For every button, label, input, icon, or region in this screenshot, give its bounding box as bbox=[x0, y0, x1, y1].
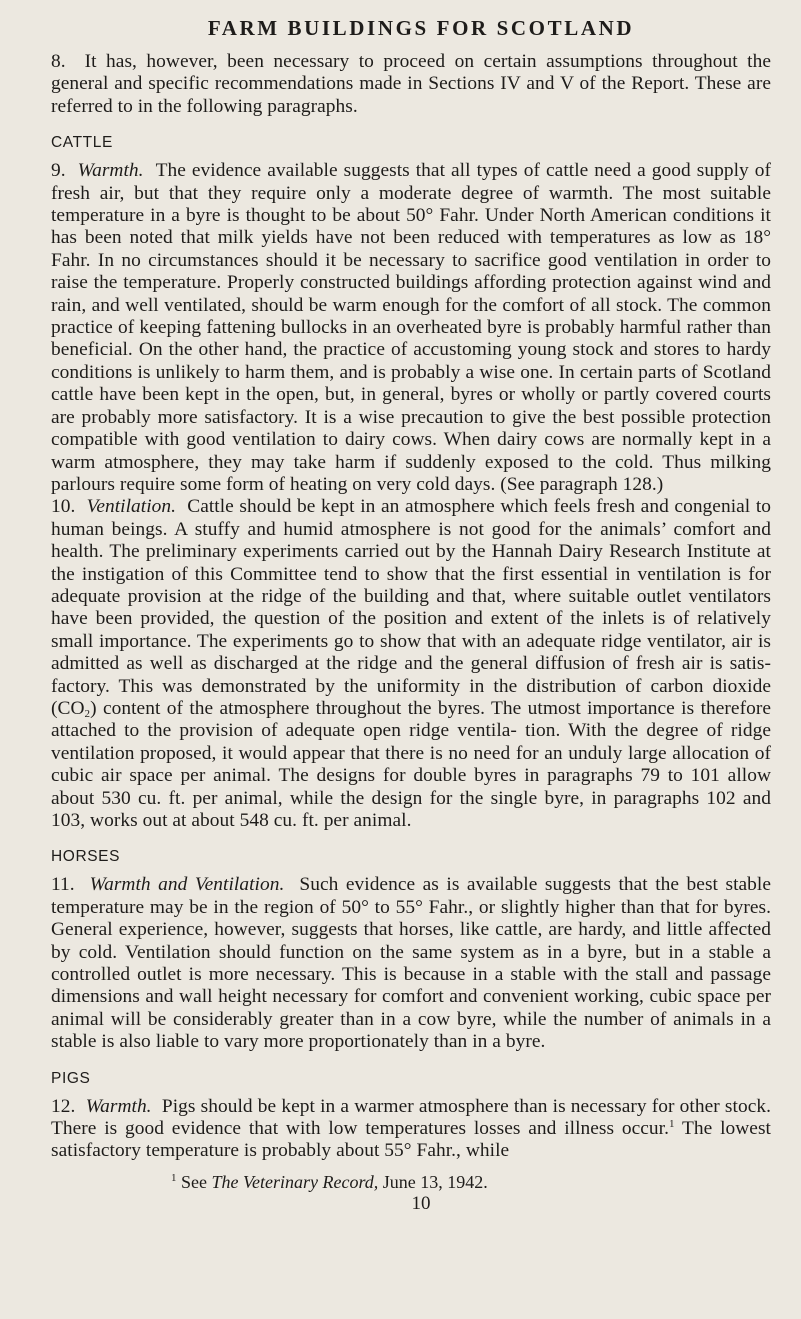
paragraph-text: Such evidence as is available suggests that the best stable temperature may be in the region of 50° to 55° Fahr., or slightly higher than that for byres. General experience, however, suggests that horses, like cattle, are hardy, and little affected by cold. Ventilation should function on the same system as in a byre, but in a stable a controlled outlet is more necessary. This is because in a stable with the stall and passage dimensions and wall height necessary for comfort and convenient working, cubic space per animal will be considerably greater than in a cow byre, while the number of animals in a stable is also liable to vary more proportionately than in a byre. bbox=[51, 874, 772, 1053]
paragraph-number: 8. bbox=[51, 51, 66, 72]
footnote-reference: 1 bbox=[669, 1118, 675, 1131]
paragraph-text: The evidence available suggests that all types of cattle need a good supply of fresh air, but that they require only a moderate degree of warmth. The most suitable temperature in a byre is thought to be about 50° Fahr. Under North American conditions it has been noted that milk yields have not been reduced with temperatures as low as 18° Fahr. In no circumstances should it be necessary to sacrifice good ventilation in order to raise the temperature. Properly constructed buildings affording protection against wind and rain, and well ventilated, should be warm enough for the comfort of all stock. The common practice of keeping fattening bullocks in an overheated byre is probably harmful rather than beneficial. On the other hand, the practice of accustoming young stock and stores to hardy conditions is unlikely to harm them, and is probably a wise one. In certain parts of Scotland cattle have been kept in the open, but, in general, byres or wholly or partly covered courts are probably more satisfactory. It is a wise precaution to give the best possible protection compatible with good ventilation to dairy cows. When dairy cows are normally kept in a warm atmosphere, they may take harm if suddenly exposed to the cold. Thus milking parlours require some form of heating on very cold days. (See paragraph 128.) bbox=[51, 160, 772, 495]
paragraph-text-continued: The lowest satisfactory temperature is probably about 55° Fahr., while bbox=[51, 1118, 771, 1162]
paragraph-8 bbox=[51, 51, 771, 118]
paragraph-12 bbox=[51, 1096, 771, 1163]
paragraph-number: 12. bbox=[51, 1095, 76, 1117]
footnote-text-pre: See bbox=[181, 1171, 212, 1192]
paragraph-number: 9. bbox=[51, 160, 66, 182]
paragraph-text: Pigs should be kept in a warmer atmosphere than is necessary for other stock. There is good evidence that with low temperatures losses and illness occur. bbox=[51, 1095, 771, 1140]
paragraph-text-continued: ) content of the atmosphere throughout the byres. The utmost importance is therefore attached to the provision of adequate open ridge ventila- tion. With the degree of ridge ventilation proposed, it would appear that there is no need for an unduly large allocation of cubic air space per animal. The designs for double byres in paragraphs 79 to 101 allow about 530 cu. ft. per animal, while the design for the single byre, in paragraphs 102 and 103, works out at about 548 cu. ft. per animal. bbox=[51, 697, 771, 831]
paragraph-title: Warmth and Ventilation. bbox=[89, 874, 285, 896]
paragraph-title: Warmth. bbox=[85, 1095, 152, 1117]
section-heading-pigs: PIGS bbox=[51, 1069, 91, 1087]
paragraph-title: Warmth. bbox=[77, 160, 144, 182]
paragraph-number: 11. bbox=[51, 874, 75, 896]
page-number: 10 bbox=[411, 1192, 431, 1214]
running-title: FARM BUILDINGS FOR SCOTLAND bbox=[207, 16, 635, 40]
paragraph-text: It has, however, been necessary to proceed on certain assumptions throughout the general and specific recommendations made in Sections IV and V of the Report. These are referred to in the following paragraphs. bbox=[51, 51, 771, 117]
paragraph-title: Ventilation. bbox=[86, 496, 177, 518]
paragraph-text: Cattle should be kept in an atmosphere which feels fresh and congenial to human beings. A stuffy and humid atmosphere is not good for the animals’ comfort and health. The preliminary experiments carried out by the Hannah Dairy Research Institute at the instigation of this Committee tend to show that the first essential in ventilation is for adequate provision at the ridge of the building and that, where suitable outlet ventilators have been provided, the question of the position and extent of the inlets is of relatively small importance. The experiments go to show that with an adequate ridge ventilator, air is admitted as well as discharged at the ridge and the general diffusion of fresh air is satis- factory. This was demonstrated by the uniformity in the distribution of carbon dioxide (CO bbox=[51, 496, 772, 719]
paragraph-10 bbox=[51, 496, 771, 832]
section-heading-horses: HORSES bbox=[51, 848, 121, 866]
footnote-source: The Veterinary Record, bbox=[211, 1171, 379, 1192]
paragraph-11 bbox=[51, 874, 771, 1053]
co2-subscript: 2 bbox=[84, 707, 91, 720]
footnote-text-post: June 13, 1942. bbox=[378, 1171, 488, 1192]
footnote-marker: 1 bbox=[171, 1171, 177, 1184]
paragraph-number: 10. bbox=[51, 496, 76, 518]
footnote bbox=[51, 1171, 771, 1193]
paragraph-9 bbox=[51, 160, 771, 496]
section-heading-cattle: CATTLE bbox=[51, 134, 113, 152]
